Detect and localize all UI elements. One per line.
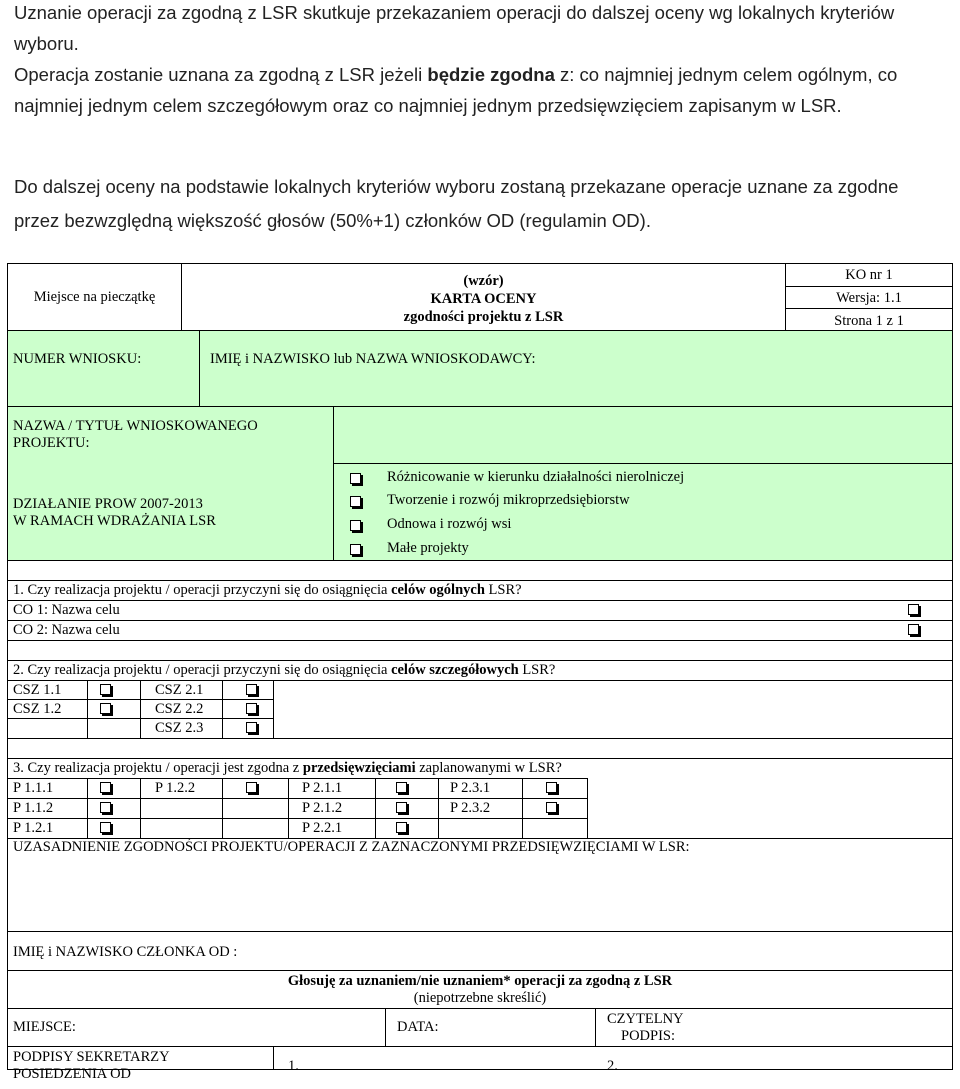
co2-checkbox[interactable] [908, 624, 919, 635]
row-line [7, 600, 953, 601]
row-line [7, 931, 953, 932]
p-2-3-2-checkbox[interactable] [546, 802, 557, 813]
action-option-2[interactable] [350, 492, 630, 510]
divider [288, 778, 289, 838]
q1-text: LSR? [484, 582, 522, 598]
version: Wersja: 1.1 [836, 290, 902, 306]
q1-text: 1. Czy realizacja projektu / operacji przyczyni się do osiągnięcia [13, 582, 392, 598]
p-1-2-2-checkbox[interactable] [246, 782, 257, 793]
action-line: DZIAŁANIE PROW 2007-2013 [13, 496, 203, 512]
signature-line: CZYTELNY [607, 1011, 684, 1027]
question-2 [13, 662, 555, 679]
csz-1-1: CSZ 1.1 [13, 682, 62, 698]
co1-label: CO 1: Nazwa celu [13, 602, 120, 618]
checkbox-icon[interactable] [350, 520, 361, 531]
row-line [7, 798, 587, 799]
row-line [7, 660, 953, 661]
p-2-3-2: P 2.3.2 [450, 800, 491, 816]
row-line [7, 818, 587, 819]
meta-divider [785, 308, 953, 309]
divider [273, 680, 274, 738]
row-line [7, 970, 953, 971]
place-label: MIEJSCE: [13, 1019, 76, 1035]
checkbox-icon[interactable] [350, 544, 361, 555]
signature-2: 2. [607, 1058, 618, 1074]
vote-note: (niepotrzebne skreślić) [413, 990, 547, 1006]
p-2-2-1: P 2.2.1 [302, 820, 343, 836]
title-karta: KARTA OCENY [430, 291, 537, 307]
intro [14, 0, 944, 121]
signature-line: PODPIS: [621, 1028, 675, 1044]
divider [140, 778, 141, 838]
divider [87, 680, 88, 738]
checkbox-icon[interactable] [350, 496, 361, 507]
divider [438, 778, 439, 838]
action-label [13, 496, 216, 530]
p-2-3-1: P 2.3.1 [450, 780, 491, 796]
date-label: DATA: [397, 1019, 439, 1035]
secretaries-line: POSIEDZENIA OD [13, 1066, 132, 1082]
q3-text: zaplanowanymi w LSR? [415, 760, 562, 776]
csz-2-3-checkbox[interactable] [246, 722, 257, 733]
row-line [7, 1008, 953, 1009]
divider [522, 778, 523, 838]
row-line [7, 758, 953, 759]
action-option-4[interactable] [350, 540, 469, 558]
q2-bold: celów szczegółowych [391, 662, 519, 678]
intro-p2-text: Operacja zostanie uznana za zgodną z LSR jeżeli [14, 64, 428, 85]
question-1 [13, 582, 522, 599]
meta-divider [785, 286, 953, 287]
co1-checkbox[interactable] [908, 604, 919, 615]
row-line [7, 640, 953, 641]
divider [333, 406, 334, 561]
q3-text: 3. Czy realizacja projektu / operacji jest zgodna z [13, 760, 303, 776]
csz-2-2: CSZ 2.2 [155, 701, 204, 717]
action-option-label: Tworzenie i rozwój mikroprzedsiębiorstw [387, 492, 630, 508]
csz-1-2-checkbox[interactable] [100, 703, 111, 714]
project-title-label [13, 418, 258, 452]
title-zgodnosci: zgodności projektu z LSR [403, 309, 564, 325]
p-2-3-1-checkbox[interactable] [546, 782, 557, 793]
ko-number: KO nr 1 [845, 267, 893, 283]
p-1-2-1-checkbox[interactable] [100, 822, 111, 833]
csz-1-2: CSZ 1.2 [13, 701, 62, 717]
member-name-label: IMIĘ i NAZWISKO CZŁONKA OD : [13, 944, 238, 960]
divider [273, 1046, 274, 1070]
applicant-name-label: IMIĘ i NAZWISKO lub NAZWA WNIOSKODAWCY: [210, 351, 536, 367]
action-option-label: Odnowa i rozwój wsi [387, 516, 512, 532]
csz-2-3: CSZ 2.3 [155, 720, 204, 736]
applicant-row [7, 330, 953, 407]
csz-2-1-checkbox[interactable] [246, 684, 257, 695]
intro-p2-bold: będzie zgodna [427, 64, 555, 85]
vote-block [7, 973, 953, 1007]
q2-text: LSR? [518, 662, 556, 678]
row-line [7, 620, 953, 621]
title-wzor: (wzór) [463, 273, 504, 289]
intro-paragraph-1: Uznanie operacji za zgodną z LSR skutkuje przekazaniem operacji do dalszej oceny wg lokalnych kryteriów wyboru. [14, 2, 895, 54]
action-option-1[interactable] [350, 469, 685, 487]
p-1-1-2: P 1.1.2 [13, 800, 54, 816]
divider [333, 463, 953, 464]
csz-2-2-checkbox[interactable] [246, 703, 257, 714]
divider [199, 330, 200, 407]
divider [222, 680, 223, 738]
divider [375, 778, 376, 838]
signature-label [607, 1011, 684, 1045]
row-line [7, 778, 587, 779]
action-option-3[interactable] [350, 516, 512, 534]
project-title-line: PROJEKTU: [13, 435, 90, 451]
intro-paragraph-2 [14, 59, 944, 121]
q2-text: 2. Czy realizacja projektu / operacji przyczyni się do osiągnięcia [13, 662, 392, 678]
p-1-2-1: P 1.2.1 [13, 820, 54, 836]
co2-label: CO 2: Nazwa celu [13, 622, 120, 638]
title-block [181, 272, 786, 326]
action-line: W RAMACH WDRAŻANIA LSR [13, 513, 216, 529]
divider [140, 680, 141, 738]
p-2-1-2: P 2.1.2 [302, 800, 343, 816]
page-number: Strona 1 z 1 [834, 313, 904, 329]
intro-paragraph-3: Do dalszej oceny na podstawie lokalnych kryteriów wyboru zostaną przekazane operacje uznane za zgodne przez bezwzględną większość głosów (50%+1) członków OD (regulamin OD). [14, 176, 899, 231]
intro-p2-text: z: co najmniej jednym celem ogólnym, co najmniej jednym celem szczegółowym oraz co najmniej jednym przedsięwzięciem zapisanym w LSR. [14, 64, 898, 116]
justification-label: UZASADNIENIE ZGODNOŚCI PROJEKTU/OPERACJI Z ZAZNACZONYMI PRZEDSIĘWZIĘCIAMI W LSR: [13, 839, 690, 855]
secretaries-line: PODPISY SEKRETARZY [13, 1049, 170, 1065]
stamp-label: Miejsce na pieczątkę [33, 289, 156, 305]
q1-bold: celów ogólnych [391, 582, 485, 598]
divider [222, 778, 223, 838]
p-1-1-2-checkbox[interactable] [100, 802, 111, 813]
project-title-line: NAZWA / TYTUŁ WNIOSKOWANEGO [13, 418, 258, 434]
p-2-1-2-checkbox[interactable] [396, 802, 407, 813]
p-2-2-1-checkbox[interactable] [396, 822, 407, 833]
question-3 [13, 760, 562, 777]
row-line [7, 738, 953, 739]
q3-bold: przedsięwzięciami [302, 760, 416, 776]
p-1-1-1: P 1.1.1 [13, 780, 54, 796]
vote-statement: Głosuję za uznaniem/nie uznaniem* operacji za zgodną z LSR [287, 973, 673, 989]
row-line [7, 580, 953, 581]
numer-wniosku-label: NUMER WNIOSKU: [13, 351, 142, 367]
p-2-1-1: P 2.1.1 [302, 780, 343, 796]
row-line [7, 1046, 953, 1047]
p-2-1-1-checkbox[interactable] [396, 782, 407, 793]
row-line [7, 680, 953, 681]
action-option-label: Różnicowanie w kierunku działalności nierolniczej [387, 469, 685, 485]
csz-1-1-checkbox[interactable] [100, 684, 111, 695]
divider [595, 1008, 596, 1046]
action-option-label: Małe projekty [387, 540, 469, 556]
signature-1: 1. [288, 1058, 299, 1074]
divider [87, 778, 88, 838]
p-1-2-2: P 1.2.2 [155, 780, 196, 796]
csz-2-1: CSZ 2.1 [155, 682, 204, 698]
secretaries-label [13, 1049, 170, 1083]
checkbox-icon[interactable] [350, 473, 361, 484]
p-1-1-1-checkbox[interactable] [100, 782, 111, 793]
divider [587, 778, 588, 838]
divider [385, 1008, 386, 1046]
